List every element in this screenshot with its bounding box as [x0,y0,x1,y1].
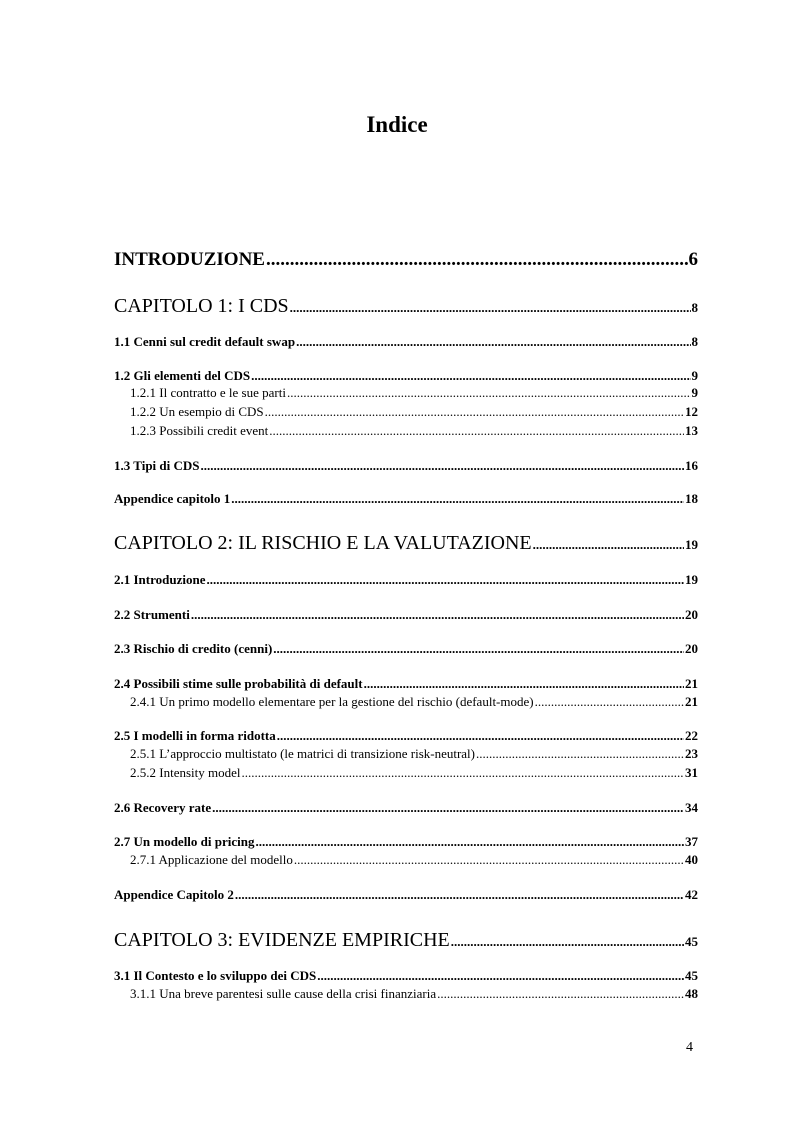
toc-entry-subsection[interactable] [130,852,698,868]
toc-leader [437,986,684,1002]
toc-entry-title: 1.3 Tipi di CDS [114,458,200,473]
page-title: Indice [366,112,428,137]
toc-entry-title: 2.5.2 Intensity model [130,765,241,780]
toc-entry-title: 3.1.1 Una breve parentesi sulle cause della crisi finanziaria [130,986,437,1001]
toc-leader [269,423,684,439]
toc-entry-title: 1.2.1 Il contratto e le sue parti [130,385,286,400]
toc-entry-page: 8 [691,300,698,315]
toc-entry-title: 2.4.1 Un primo modello elementare per la gestione del rischio (default-mode) [130,694,534,709]
toc-entry-page: 9 [691,368,698,383]
toc-entry-title: 1.2 Gli elementi del CDS [114,368,251,383]
toc-entry-page: 19 [685,572,698,587]
toc-entry-chapter-1[interactable] [114,295,698,318]
toc-leader [533,537,684,553]
toc-leader [235,887,684,903]
toc-leader [256,834,685,850]
toc-entry-page: 31 [685,765,698,780]
toc-entry-section[interactable] [114,676,698,692]
toc-leader [242,765,685,781]
toc-entry-page: 42 [685,887,698,902]
toc-entry-title: 3.1 Il Contesto e lo sviluppo dei CDS [114,968,317,983]
toc-leader [265,404,684,420]
toc-entry-page: 20 [685,641,698,656]
toc-entry-section[interactable] [114,641,698,657]
toc-entry-page: 45 [685,934,698,949]
toc-leader [296,334,690,350]
toc-entry-appendix[interactable] [114,491,698,507]
toc-leader [317,968,684,984]
toc-entry-section[interactable] [114,834,698,850]
toc-entry-section[interactable] [114,368,698,384]
toc-entry-title: CAPITOLO 2: IL RISCHIO E LA VALUTAZIONE [114,532,532,554]
toc-leader [251,368,690,384]
toc-entry-section[interactable] [114,572,698,588]
toc-entry-page: 21 [685,694,698,709]
toc-entry-subsection[interactable] [130,404,698,420]
toc-leader [287,385,691,401]
toc-entry-page: 22 [685,728,698,743]
toc-entry-page: 40 [685,852,698,867]
toc-entry-page: 18 [685,491,698,506]
toc-entry-title: CAPITOLO 3: EVIDENZE EMPIRICHE [114,929,450,951]
toc-entry-page: 20 [685,607,698,622]
toc-entry-title: 2.5.1 L’approccio multistato (le matrici di transizione risk-neutral) [130,746,476,761]
toc-leader [451,934,684,950]
toc-entry-title: 2.6 Recovery rate [114,800,212,815]
toc-entry-subsection[interactable] [130,765,698,781]
toc-entry-title: 2.7 Un modello di pricing [114,834,255,849]
toc-entry-title: 1.1 Cenni sul credit default swap [114,334,296,349]
toc-entry-section[interactable] [114,334,698,350]
toc-leader [476,746,684,762]
toc-entry-title: 2.1 Introduzione [114,572,206,587]
toc-entry-chapter-3[interactable] [114,929,698,952]
toc-leader [201,458,684,474]
toc-entry-section[interactable] [114,607,698,623]
toc-entry-page: 13 [685,423,698,438]
toc-entry-title: Appendice Capitolo 2 [114,887,234,902]
toc-entry-page: 19 [685,537,698,552]
toc-entry-section[interactable] [114,800,698,816]
page-number: 4 [686,1040,693,1055]
toc-entry-title: Appendice capitolo 1 [114,491,231,506]
toc-entry-chapter-2[interactable] [114,532,698,555]
toc-entry-page: 6 [688,249,698,270]
toc-leader [277,728,684,744]
toc-entry-title: INTRODUZIONE [114,249,265,270]
toc-leader [212,800,684,816]
toc-entry-title: 1.2.3 Possibili credit event [130,423,269,438]
toc-entry-section[interactable] [114,458,698,474]
toc-entry-page: 45 [685,968,698,983]
toc-entry-title: 2.2 Strumenti [114,607,190,622]
toc-entry-intro[interactable] [114,249,698,271]
toc-entry-page: 8 [691,334,698,349]
toc-entry-page: 9 [691,385,698,400]
toc-entry-page: 37 [685,834,698,849]
toc-entry-section[interactable] [114,968,698,984]
toc-entry-appendix[interactable] [114,887,698,903]
toc-entry-title: 1.2.2 Un esempio di CDS [130,404,264,419]
toc-entry-page: 34 [685,800,698,815]
toc-leader [273,641,684,657]
toc-leader [207,572,685,588]
toc-entry-title: 2.3 Rischio di credito (cenni) [114,641,273,656]
toc-entry-page: 23 [685,746,698,761]
toc-entry-subsection[interactable] [130,385,698,401]
toc-entry-page: 12 [685,404,698,419]
toc-entry-subsection[interactable] [130,986,698,1002]
toc-entry-subsection[interactable] [130,423,698,439]
toc-entry-section[interactable] [114,728,698,744]
toc-entry-page: 16 [685,458,698,473]
toc-entry-title: 2.4 Possibili stime sulle probabilità di default [114,676,363,691]
toc-leader [364,676,684,692]
toc-entry-title: 2.5 I modelli in forma ridotta [114,728,276,743]
toc-entry-title: CAPITOLO 1: I CDS [114,295,289,317]
toc-leader [290,300,691,316]
toc-leader [294,852,684,868]
toc-leader [191,607,684,623]
toc-entry-subsection[interactable] [130,694,698,710]
toc-leader [535,694,684,710]
toc-entry-title: 2.7.1 Applicazione del modello [130,852,293,867]
toc-leader [231,491,684,507]
toc-leader [266,249,688,271]
toc-entry-page: 48 [685,986,698,1001]
toc-entry-page: 21 [685,676,698,691]
toc-entry-subsection[interactable] [130,746,698,762]
